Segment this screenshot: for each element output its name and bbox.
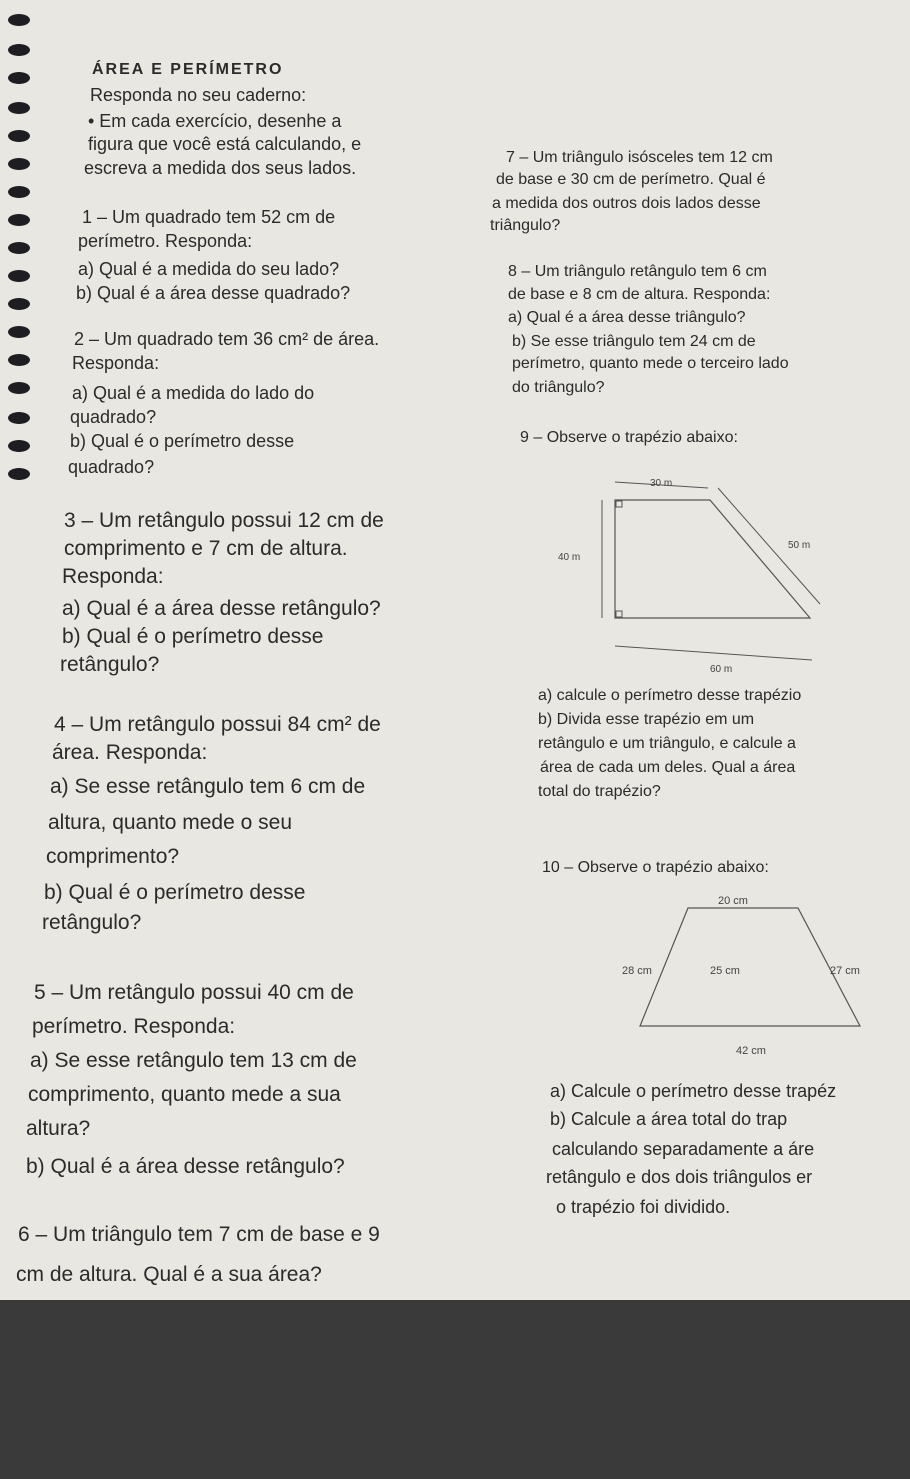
q1-line: b) Qual é a área desse quadrado? xyxy=(76,283,351,303)
binding-hole xyxy=(8,14,30,26)
q1-line: 1 – Um quadrado tem 52 cm de xyxy=(82,207,336,227)
binding-hole xyxy=(8,72,30,84)
binding-hole xyxy=(8,326,30,338)
q4-line: b) Qual é o perímetro desse xyxy=(44,881,306,904)
q10-item: b) Calcule a área total do trap xyxy=(550,1109,788,1129)
bullet-line: figura que você está calculando, e xyxy=(88,134,362,154)
q2-line: quadrado? xyxy=(68,457,155,477)
q4-line: retângulo? xyxy=(42,911,142,934)
q3-line: retângulo? xyxy=(60,653,160,676)
q3-line: a) Qual é a área desse retângulo? xyxy=(62,597,381,620)
q10-item: calculando separadamente a áre xyxy=(552,1139,815,1159)
q5-line: 5 – Um retângulo possui 40 cm de xyxy=(34,981,354,1004)
q2-line: Responda: xyxy=(72,353,160,373)
q2-line: b) Qual é o perímetro desse xyxy=(70,431,295,451)
q1-line: perímetro. Responda: xyxy=(78,231,253,251)
right-label: 27 cm xyxy=(830,965,860,977)
top-label: 20 cm xyxy=(718,895,748,907)
q4-line: 4 – Um retângulo possui 84 cm² de xyxy=(54,713,381,736)
desk-background xyxy=(0,1300,910,1479)
slant-label: 50 m xyxy=(788,540,811,551)
q9-item: a) calcule o perímetro desse trapézio xyxy=(538,687,802,704)
bullet-line: escreva a medida dos seus lados. xyxy=(84,158,357,178)
q4-line: comprimento? xyxy=(46,845,180,868)
binding-hole xyxy=(8,354,30,366)
q3-line: comprimento e 7 cm de altura. xyxy=(64,537,348,560)
q2-line: a) Qual é a medida do lado do xyxy=(72,383,315,403)
q7-line: 7 – Um triângulo isósceles tem 12 cm xyxy=(506,149,773,166)
q3-line: Responda: xyxy=(62,565,164,588)
q8-line: 8 – Um triângulo retângulo tem 6 cm xyxy=(508,263,767,280)
q6-line: 6 – Um triângulo tem 7 cm de base e 9 xyxy=(18,1223,380,1246)
q3-line: 3 – Um retângulo possui 12 cm de xyxy=(64,509,384,532)
q10-prompt: 10 – Observe o trapézio abaixo: xyxy=(542,859,769,876)
binding-hole xyxy=(8,298,30,310)
q8-line: b) Se esse triângulo tem 24 cm de xyxy=(512,333,756,350)
binding-hole xyxy=(8,468,30,480)
q5-line: b) Qual é a área desse retângulo? xyxy=(26,1155,345,1178)
q1-line: a) Qual é a medida do seu lado? xyxy=(78,259,340,279)
right-angle-marker xyxy=(616,611,622,617)
q9-item: total do trapézio? xyxy=(538,783,661,800)
q2-line: 2 – Um quadrado tem 36 cm² de área. xyxy=(74,329,380,349)
left-label: 28 cm xyxy=(622,965,652,977)
binding-hole xyxy=(8,158,30,170)
spiral-binding xyxy=(0,0,34,700)
bottom-label: 42 cm xyxy=(736,1045,766,1057)
q10-item: a) Calcule o perímetro desse trapéz xyxy=(550,1081,837,1101)
bottom-label: 60 m xyxy=(710,664,733,675)
binding-hole xyxy=(8,130,30,142)
binding-hole xyxy=(8,382,30,394)
q9-item: retângulo e um triângulo, e calcule a xyxy=(538,735,796,752)
trapezoid-10-shape xyxy=(640,908,860,1026)
page-title: ÁREA E PERÍMETRO xyxy=(92,61,284,78)
trapezoid-9-diagram xyxy=(540,470,840,680)
q9-item: b) Divida esse trapézio em um xyxy=(538,711,755,728)
binding-hole xyxy=(8,270,30,282)
q5-line: comprimento, quanto mede a sua xyxy=(28,1083,341,1106)
q4-line: área. Responda: xyxy=(52,741,208,764)
q8-line: a) Qual é a área desse triângulo? xyxy=(508,309,746,326)
binding-hole xyxy=(8,186,30,198)
binding-hole xyxy=(8,242,30,254)
q9-item: área de cada um deles. Qual a área xyxy=(540,759,796,776)
q7-line: triângulo? xyxy=(490,217,561,234)
binding-hole xyxy=(8,412,30,424)
q2-line: quadrado? xyxy=(70,407,157,427)
instruction: Responda no seu caderno: xyxy=(90,85,307,105)
q7-line: a medida dos outros dois lados desse xyxy=(492,195,761,212)
q5-line: perímetro. Responda: xyxy=(32,1015,236,1038)
q9-prompt: 9 – Observe o trapézio abaixo: xyxy=(520,429,738,446)
q10-item: o trapézio foi dividido. xyxy=(556,1197,731,1217)
q5-line: altura? xyxy=(26,1117,91,1140)
top-label: 30 m xyxy=(650,478,673,489)
q4-line: a) Se esse retângulo tem 6 cm de xyxy=(50,775,366,798)
q10-item: retângulo e dos dois triângulos er xyxy=(546,1167,813,1187)
bullet-line: • Em cada exercício, desenhe a xyxy=(88,111,342,131)
q8-line: de base e 8 cm de altura. Responda: xyxy=(508,286,771,303)
q7-line: de base e 30 cm de perímetro. Qual é xyxy=(496,171,766,188)
q4-line: altura, quanto mede o seu xyxy=(48,811,293,834)
binding-hole xyxy=(8,440,30,452)
q6-line: cm de altura. Qual é a sua área? xyxy=(16,1263,322,1286)
right-angle-marker xyxy=(616,501,622,507)
binding-hole xyxy=(8,102,30,114)
bottom-dimension-line xyxy=(615,646,812,660)
q8-line: perímetro, quanto mede o terceiro lado xyxy=(512,355,789,372)
trapezoid-10-diagram xyxy=(600,888,900,1068)
q8-line: do triângulo? xyxy=(512,379,605,396)
binding-hole xyxy=(8,44,30,56)
left-label: 40 m xyxy=(558,552,581,563)
binding-hole xyxy=(8,214,30,226)
height-label: 25 cm xyxy=(710,965,740,977)
q3-line: b) Qual é o perímetro desse xyxy=(62,625,324,648)
q5-line: a) Se esse retângulo tem 13 cm de xyxy=(30,1049,357,1072)
